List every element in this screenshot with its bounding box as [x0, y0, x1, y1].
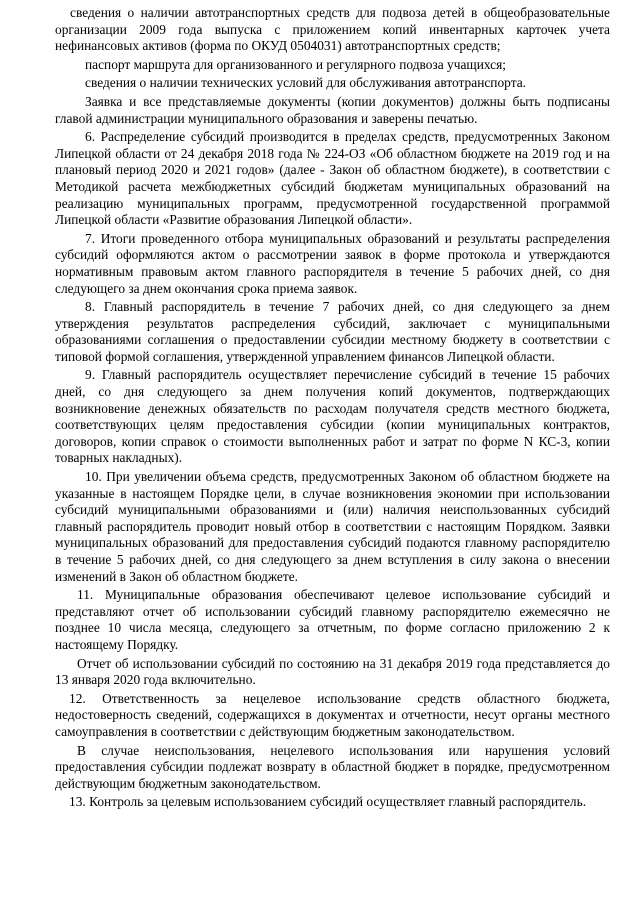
- paragraph-report-deadline: Отчет об использовании субсидий по состоянию на 31 декабря 2019 года представляется до 13 января 2020 года включительно.: [55, 655, 610, 688]
- paragraph-item-13: 13. Контроль за целевым использованием субсидий осуществляет главный распорядитель.: [69, 794, 587, 810]
- paragraph-item-10: 10. При увеличении объема средств, предусмотренных Законом об областном бюджете на указанные в настоящем Порядке цели, в случае возникновения экономии при использовании субсидий муниципальными образованиями и (или) наличия неиспользованных субсидий главный распорядитель проводит новый отбор в соответствии с настоящим Порядком. Заявки муниципальных образований для предоставления субсидий подаются главному распорядителю в течение 5 рабочих дней, со дня следующего за днем вступления в силу закона о внесении изменений в Закон об областном бюджете.: [55, 469, 610, 584]
- paragraph-item-8: 8. Главный распорядитель в течение 7 рабочих дней, со дня следующего за днем утверждения результатов распределения субсидий, заключает с муниципальными образованиями соглашения о предоставлении субсидии местному бюджету в соответствии с типовой формой соглашения, утвержденной управлением финансов Липецкой области.: [55, 299, 610, 364]
- paragraph-vehicles-info: сведения о наличии автотранспортных средств для подвоза детей в общеобразовательные организации 2009 года выпуска с приложением копий инвентарных карточек учета нефинансовых активов (форма по ОКУД 0504031) автотранспортных средств;: [55, 5, 610, 54]
- paragraph-technical-conditions: сведения о наличии технических условий для обслуживания автотранспорта.: [85, 75, 526, 91]
- paragraph-item-11: 11. Муниципальные образования обеспечивают целевое использование субсидий и представляют отчет об использовании субсидий главному распорядителю ежемесячно не позднее 10 числа месяца, следующего за отчетным, по форме согласно приложению 2 к настоящему Порядку.: [55, 587, 610, 652]
- paragraph-application-signature: Заявка и все представляемые документы (копии документов) должны быть подписаны главой администрации муниципального образования и заверены печатью.: [55, 93, 610, 126]
- paragraph-route-passport: паспорт маршрута для организованного и регулярного подвоза учащихся;: [85, 56, 506, 72]
- paragraph-item-9: 9. Главный распорядитель осуществляет перечисление субсидий в течение 15 рабочих дней, со дня следующего за днем получения копий документов, подтверждающих возникновение денежных обязательств по расходам получателя средств местного бюджета, соответствующих целям предоставления субсидии (копии муниципальных контрактов, договоров, копии справок о стоимости выполненных работ и затрат по форме N КС-3, копии товарных накладных).: [55, 367, 610, 466]
- paragraph-item-7: 7. Итоги проведенного отбора муниципальных образований и результаты распределения субсидий оформляются актом о рассмотрении заявок в форме протокола и утверждаются нормативным правовым актом главного распорядителя в течение 5 рабочих дней, со дня следующего за днем окончания срока приема заявок.: [55, 230, 610, 296]
- paragraph-item-6: 6. Распределение субсидий производится в пределах средств, предусмотренных Законом Липецкой области от 24 декабря 2018 года № 224-ОЗ «Об областном бюджете на 2019 год и на плановый период 2020 и 2021 годов» (далее - Закон об областном бюджете), в соответствии с Методикой расчета межбюджетных субсидий бюджетам муниципальных образований на реализацию муниципальных программ, предусмотренной государственной программой Липецкой области «Развитие образования Липецкой области».: [55, 129, 610, 228]
- paragraph-item-12: 12. Ответственность за нецелевое использование средств областного бюджета, недостоверность сведений, содержащихся в документах и отчетности, несут органы местного самоуправления в соответствии с действующим бюджетным законодательством.: [55, 690, 610, 739]
- paragraph-refund: В случае неиспользования, нецелевого использования или нарушения условий предоставления субсидии подлежат возврату в областной бюджет в порядке, предусмотренном действующим бюджетным законодательством.: [55, 742, 610, 791]
